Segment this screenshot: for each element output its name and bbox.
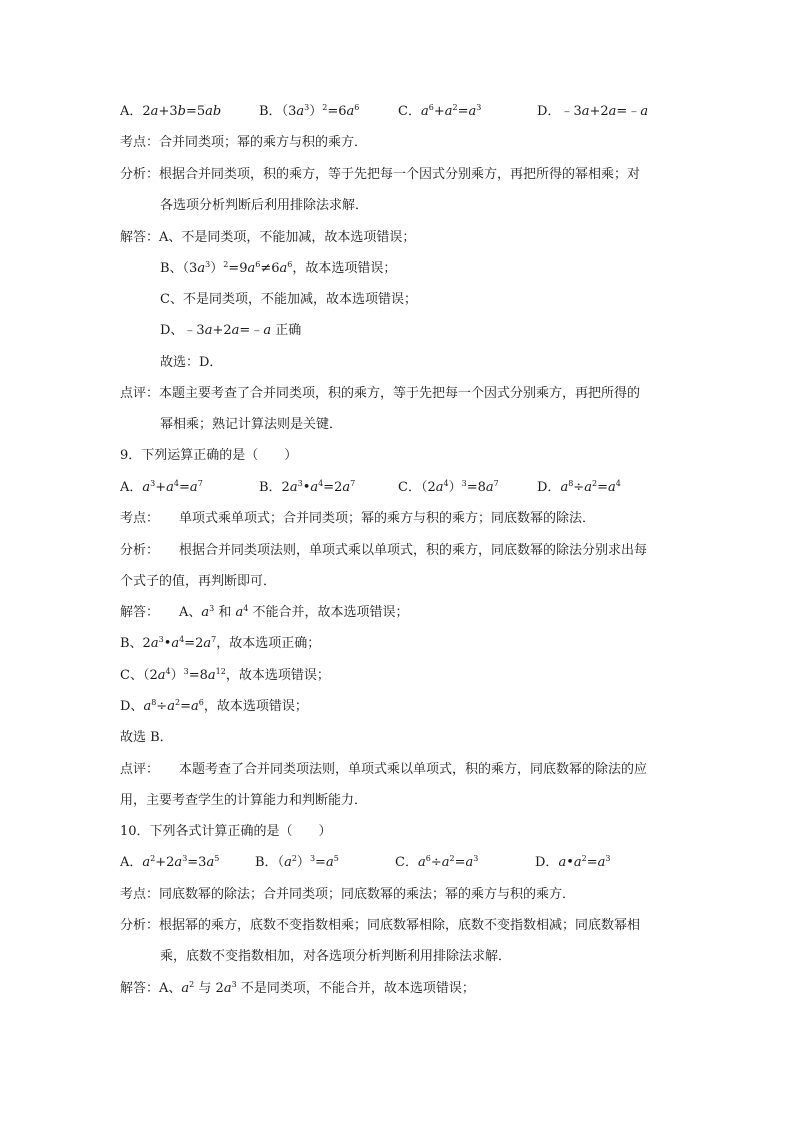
problem10-stem: 10．下列各式计算正确的是（ ） (120, 824, 332, 839)
jieda-line: C、$(2a^4)^3=8a^{12}$，故本选项错误； (120, 667, 330, 683)
problem9-stem: 9．下列运算正确的是（ ） (120, 448, 298, 463)
dianping-line: 点评：本题主要考查了合并同类项，积的乘方，等于先把每一个因式分别乘方，再把所得的 (120, 386, 641, 401)
option-a: A．2a+3b=5ab (120, 104, 222, 119)
jieda-line: B、$(3a^3)^2=9a^6\ne 6a^6$，故本选项错误； (160, 260, 397, 276)
kaodian-line: 考点：合并同类项；幂的乘方与积的乘方． (120, 135, 368, 150)
problem8-options (120, 102, 680, 122)
dianping-line: 幂相乘；熟记计算法则是关键． (160, 417, 343, 432)
jieda-line: 解答：A、不是同类项，不能加减，故本选项错误； (120, 230, 416, 245)
problem9-options (120, 478, 680, 498)
answer-line: 故选：D． (160, 355, 223, 370)
jieda-line: C、不是同类项，不能加减，故本选项错误； (160, 292, 417, 307)
option-c: C．$a^6\div a^2=a^3$ (395, 854, 479, 870)
jieda-line: D、$a^8\div a^2=a^6$，故本选项错误； (120, 698, 308, 714)
dianping-line: 用，主要考查学生的计算能力和判断能力． (120, 793, 368, 808)
option-b: B．$(3a^3)^2=6a^6$ (259, 103, 360, 119)
problem10-options (120, 853, 680, 873)
option-b: B．$2a^3•a^4=2a^7$ (259, 479, 356, 495)
option-c: C．$(2a^4)^3=8a^7$ (398, 479, 499, 495)
option-d: D．$a•a^2=a^3$ (535, 854, 611, 870)
kaodian-line: 考点： 单项式乘单项式；合并同类项；幂的乘方与积的乘方；同底数幂的除法． (120, 511, 596, 526)
option-c: C．$a^6+a^2=a^3$ (398, 103, 482, 119)
fenxi-line: 分析：根据合并同类项，积的乘方，等于先把每一个因式分别乘方，再把所得的幂相乘；对 (120, 167, 641, 182)
option-b: B．$(a^2)^3=a^5$ (255, 854, 339, 870)
option-a: A．$a^3+a^4=a^7$ (120, 479, 203, 495)
fenxi-line: 乘，底数不变指数相加，对各选项分析判断利用排除法求解． (160, 949, 512, 964)
jieda-line: B、$2a^3•a^4=2a^7$，故本选项正确； (120, 635, 321, 651)
fenxi-line: 各选项分析判断后利用排除法求解． (160, 198, 369, 213)
fenxi-line: 个式子的值，再判断即可． (120, 574, 277, 589)
fenxi-line: 分析： 根据合并同类项法则，单项式乘以单项式，积的乘方，同底数幂的除法分别求出每 (120, 543, 648, 558)
jieda-line: D、﹣3a+2a=﹣a 正确 (160, 323, 302, 338)
answer-line: 故选 B． (120, 730, 173, 745)
dianping-line: 点评： 本题考查了合并同类项法则，单项式乘以单项式，积的乘方，同底数幂的除法的应 (120, 762, 648, 777)
option-d: D．﹣3a+2a=﹣a (537, 104, 649, 119)
option-d: D．$a^8\div a^2=a^4$ (537, 479, 621, 495)
kaodian-line: 考点：同底数幂的除法；合并同类项；同底数幂的乘法；幂的乘方与积的乘方． (120, 887, 576, 902)
jieda-line: 解答： A、$a^3$ 和 $a^4$ 不能合并，故本选项错误； (120, 604, 409, 620)
fenxi-line: 分析：根据幂的乘方，底数不变指数相乘；同底数幂相除，底数不变指数相减；同底数幂相 (120, 918, 641, 933)
option-a: A．$a^2+2a^3=3a^5$ (120, 854, 220, 870)
jieda-line: 解答：A、$a^2$ 与 $2a^3$ 不是同类项，不能合并，故本选项错误； (120, 980, 475, 996)
